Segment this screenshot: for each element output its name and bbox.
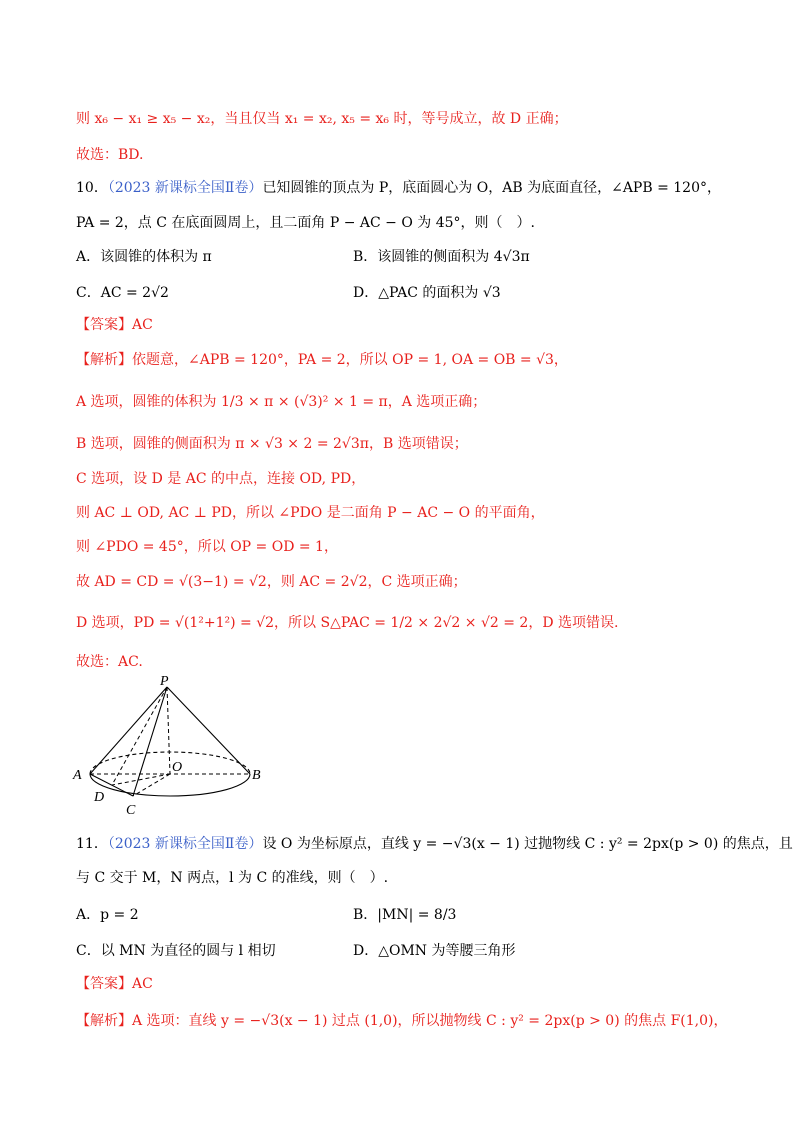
q10-answer-line [76,315,153,335]
q10-option-b: B．该圆锥的侧面积为 4√3π [353,249,530,265]
q10-step-a: A 选项，圆锥的体积为 1/3 × π × (√3)² × 1 = π，A 选项正确； [76,394,487,410]
label-D: D [94,790,105,805]
q10-option-d: D．△PAC 的面积为 √3 [353,285,501,301]
label-C: C [126,803,136,818]
prev-solution-line: 则 x₆ − x₁ ≥ x₅ − x₂，当且仅当 x₁ = x₂, x₅ = x₆ 时，等号成立，故 D 正确； [76,111,568,127]
q10-step-d: D 选项，PD = √(1²+1²) = √2，所以 S△PAC = 1/2 × 2√2 × √2 = 2，D 选项错误. [76,615,619,631]
q10-number: 10． [76,180,108,196]
q10-stem1: 已知圆锥的顶点为 P，底面圆心为 O，AB 为底面直径，∠APB = 120°， [262,180,721,196]
q11-option-d: D．△OMN 为等腰三角形 [353,943,516,959]
q11-answer: AC [132,976,153,992]
q11-source: （2023 新课标全国Ⅱ卷） [107,836,263,852]
edge-PC [133,687,167,796]
q10-option-a: A．该圆锥的体积为 π [76,249,212,265]
base-ellipse-back [90,752,250,774]
q10-answer-label: 【答案】 [76,317,132,333]
edge-PD [112,687,167,785]
q10-stem-line1 [76,178,721,198]
label-O: O [172,760,183,775]
q11-option-b: B．|MN| = 8/3 [353,907,457,923]
q10-step-c1: C 选项，设 D 是 AC 的中点，连接 OD, PD， [76,471,366,487]
prev-answer: 故选：BD. [76,147,144,163]
q10-step-c2: 则 AC ⊥ OD, AC ⊥ PD，所以 ∠PDO 是二面角 P − AC − O 的平面角， [76,505,545,521]
q10-option-c: C．AC = 2√2 [76,285,169,301]
q10-step-b: B 选项，圆锥的侧面积为 π × √3 × 2 = 2√3π，B 选项错误； [76,436,468,452]
edge-PO [167,687,170,774]
label-B: B [252,768,261,783]
q10-analysis-label: 【解析】 [76,352,132,368]
q10-answer: AC [132,317,153,333]
q11-analysis-line [76,1011,727,1031]
label-P: P [160,674,169,689]
q10-final: 故选：AC. [76,654,143,670]
q10-step-c3: 则 ∠PDO = 45°，所以 OP = OD = 1， [76,539,338,555]
q10-analysis-intro: 依题意，∠APB = 120°，PA = 2，所以 OP = 1, OA = OB = √3， [132,352,568,368]
q10-stem2: PA = 2，点 C 在底面圆周上，且二面角 P − AC − O 为 45°，则（ ）. [76,215,535,231]
edge-PA [90,687,167,774]
q10-step-c4: 故 AD = CD = √(3−1) = √2，则 AC = 2√2，C 选项正确； [76,574,467,590]
q11-answer-label: 【答案】 [76,976,132,992]
q11-option-c: C．以 MN 为直径的圆与 l 相切 [76,943,276,959]
q11-stem2: 与 C 交于 M，N 两点，l 为 C 的准线，则（ ）. [76,870,389,886]
q10-analysis-intro-line [76,350,568,370]
q11-stem1: 设 O 为坐标原点，直线 y = −√3(x − 1) 过抛物线 C : y² = 2px(p > 0) 的焦点，且 [262,836,793,852]
q10-source: （2023 新课标全国Ⅱ卷） [107,180,263,196]
cone-figure [70,672,270,822]
q11-analysis-label: 【解析】 [76,1013,132,1029]
q11-option-a: A．p = 2 [76,907,139,923]
q11-analysis-intro: A 选项：直线 y = −√3(x − 1) 过点 (1,0)，所以抛物线 C : y² = 2px(p > 0) 的焦点 F(1,0)， [132,1013,728,1029]
q11-stem-line1 [76,834,793,854]
label-A: A [73,768,82,783]
q11-answer-line [76,974,153,994]
q11-number: 11． [76,836,108,852]
